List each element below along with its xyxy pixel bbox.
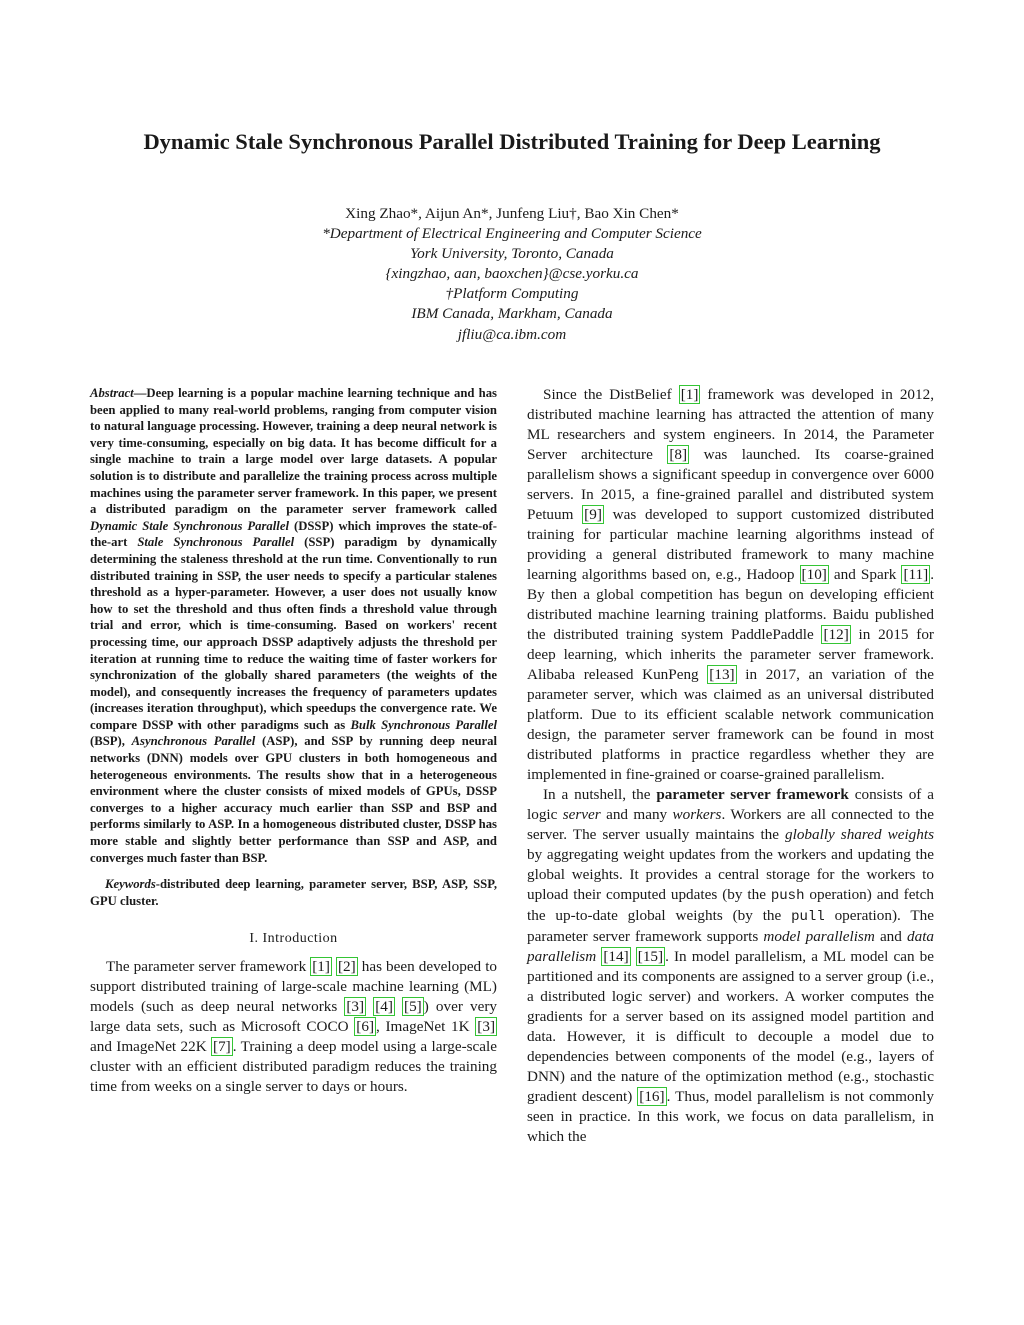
affiliation-university: York University, Toronto, Canada (410, 245, 614, 263)
affiliation-email-york: {xingzhao, aan, baoxchen}@cse.yorku.ca (385, 265, 639, 283)
keywords: Keywords-distributed deep learning, parameter server, BSP, ASP, SSP, GPU cluster. (90, 877, 497, 908)
section-heading-introduction: I. Introduction (249, 931, 338, 947)
right-column (527, 385, 934, 1147)
citation-link[interactable]: [5] (404, 998, 422, 1016)
citation-link[interactable]: [10] (801, 566, 827, 583)
citation-link[interactable]: [12] (823, 626, 849, 643)
left-column (90, 385, 497, 1097)
history-paragraph: Since the DistBelief [1] framework was developed in 2012, distributed machine learning has attracted the attention of many ML researchers and system engineers. In 2014, the Parameter Server architecture [8] was launched. Its coarse-grained parallelism shows a significant speedup in convergence over 6000 servers. In 2015, a fine-grained parallel and distributed system Petuum [9] was developed to support customized distributed training for particular machine learning algorithms instead of providing a general distributed framework to many machine learning algorithms based on, e.g., Hadoop [10] and Spark [11] . By then a global competition has begun on developing efficient distributed machine learning training platforms. Baidu published the distributed training system PaddlePaddle [12] in 2015 for deep learning, which inherits the parameter server framework. Alibaba released KunPeng [13] in 2017, an variation of the parameter server, which was claimed as an universal distributed platform. Due to its efficient scalable network communication design, the parameter server framework can be found in most distributed platforms in practice regardless whether they are implemented in fine-grained or coarse-grained parallelism. (527, 386, 934, 783)
citation-link[interactable]: [1] (312, 958, 330, 976)
citation-link[interactable]: [14] (603, 948, 629, 965)
affiliation-department: *Department of Electrical Engineering and Computer Science (322, 225, 702, 243)
citation-link[interactable]: [16] (639, 1088, 665, 1105)
author-block (150, 204, 874, 345)
code-pull: pull (791, 909, 825, 925)
citation-link[interactable]: [3] (477, 1018, 496, 1036)
paper-title: Dynamic Stale Synchronous Parallel Distributed Training for Deep Learning (143, 129, 881, 154)
citation-link[interactable]: [4] (375, 998, 393, 1016)
citation-link[interactable]: [11] (903, 566, 929, 583)
citation-link[interactable]: [2] (337, 958, 356, 976)
arxiv-side-stamp (10, 345, 72, 983)
citation-link[interactable]: [15] (637, 948, 664, 965)
citation-link[interactable]: [9] (584, 506, 602, 523)
author-names: Xing Zhao*, Aijun An*, Junfeng Liu†, Bao Xin Chen* (345, 205, 679, 222)
citation-link[interactable]: [3] (346, 998, 365, 1016)
affiliation-ibm-location: IBM Canada, Markham, Canada (411, 305, 613, 323)
affiliation-email-ibm: jfliu@ca.ibm.com (457, 325, 567, 343)
abstract: Abstract—Deep learning is a popular machine learning technique and has been applied to many real-world problems, ranging from computer vision to natural language processing. However, training a deep neural network is very time-consuming, especially on big data. It has become difficult for a single machine to train a large model over large datasets. A popular solution is to distribute and parallelize the training process across multiple machines using the parameter server framework. In this paper, we present a distributed paradigm on the parameter server framework called Dynamic Stale Synchronous Parallel (DSSP) which improves the state-of-the-art Stale Synchronous Parallel (SSP) paradigm by dynamically determining the staleness threshold at the run time. Conventionally to run distributed training in SSP, the user needs to specify a particular stalenes threshold as a hyper-parameter. However, a user does not usually know how to set the threshold and thus often finds a threshold value through trial and error, which is time-consuming. Based on workers' recent processing time, our approach DSSP adaptively adjusts the threshold per iteration at running time to reduce the waiting time of faster workers for synchronization of the globally shared parameters (the weights of the model), and consequently increases the frequency of parameters updates (increases iteration throughput), which speedups the convergence rate. We compare DSSP with other paradigms such as Bulk Synchronous Parallel (BSP), Asynchronous Parallel (ASP), and SSP by running deep neural networks (DNN) models over GPU clusters in both homogeneous and heterogeneous environments. The results show that in a heterogeneous environment where the cluster consists of mixed models of GPUs, DSSP converges to a higher accuracy much earlier than SSP and BSP and performs similarly to ASP. In a homogeneous distributed cluster, DSSP has more stable and slightly better performance than SSP and ASP, and converges much faster than BSP. (90, 386, 498, 865)
citation-link[interactable]: [8] (669, 446, 688, 463)
citation-link[interactable]: [7] (213, 1038, 231, 1056)
framework-paragraph: In a nutshell, the parameter server framework consists of a logic server and many workers. Workers are all connected to the server. The server usually maintains the globally shared weights by aggregating weight updates from the workers and updating the global weights. It provides a central storage for the workers to upload their computed updates (by the push operation) and fetch the up-to-date global weights (by the pull operation). The parameter server framework supports model parallelism and data parallelism [14] [15] . In model parallelism, a ML model can be partitioned and its components are assigned to a server group (i.e., a distributed logic server) and workers. A worker computes the gradients for a server based on its assigned model partition and data. However, it is difficult to decouple a model due to dependencies between components of the model (e.g., layers of DNN) and the nature of the optimization method (e.g., stochastic gradient descent) [16] . Thus, model parallelism is not commonly seen in practice. In this work, we focus on data parallelism, in which the (527, 786, 935, 1145)
affiliation-ibm: †Platform Computing (445, 285, 579, 303)
code-push: push (770, 888, 805, 904)
citation-link[interactable]: [6] (356, 1018, 375, 1036)
keywords-label: Keywords (105, 877, 156, 892)
citation-link[interactable]: [1] (680, 386, 699, 403)
citation-link[interactable]: [13] (709, 666, 735, 683)
abstract-label: Abstract (90, 386, 134, 400)
intro-paragraph: The parameter server framework [1] [2] has been developed to support distributed training of large-scale machine learning (ML) models (such as deep neural networks [3] [4] [5] ) over very large data sets, such as Microsoft COCO [6] , ImageNet 1K [3] and ImageNet 22K [7] . Training a deep model using a large-scale cluster with an efficient distributed paradigm reduces the training time from weeks on a single server to days or hours. (90, 958, 498, 1096)
